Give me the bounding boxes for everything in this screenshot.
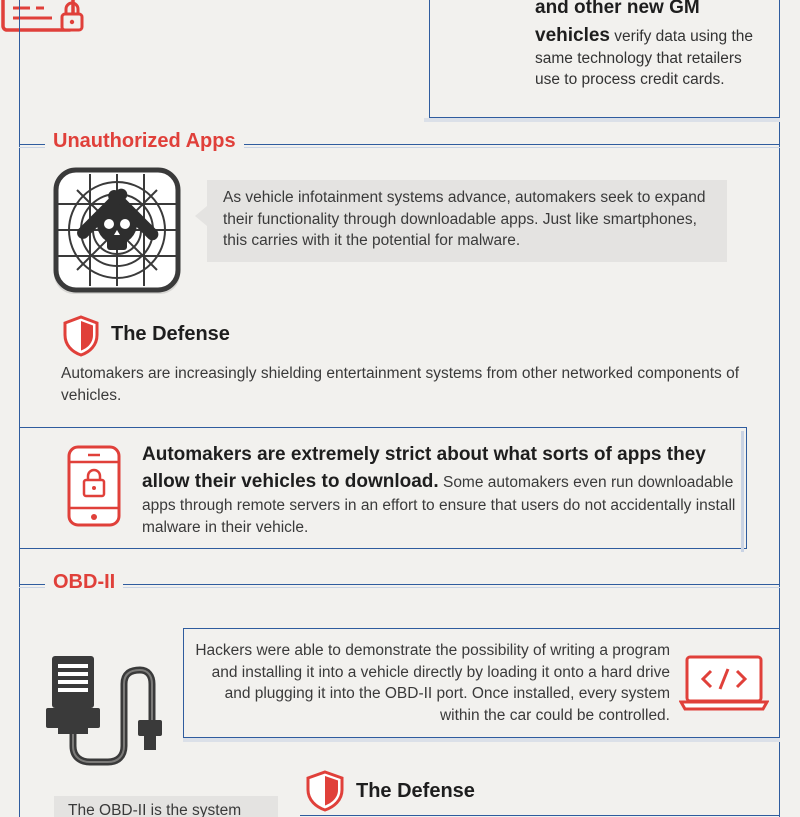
shield-icon-obd bbox=[305, 770, 345, 812]
code-laptop-icon bbox=[679, 654, 769, 712]
obd-info-bubble: The OBD-II is the system bbox=[54, 796, 278, 817]
secure-document-icon bbox=[0, 0, 86, 36]
app-strictness-text bbox=[142, 441, 742, 538]
obd-connector-icon bbox=[44, 654, 162, 766]
top-card-shadow bbox=[424, 118, 780, 122]
unauthorized-apps-title: Unauthorized Apps bbox=[45, 130, 244, 153]
malware-app-icon bbox=[50, 166, 184, 298]
app-strictness-bold: Automakers are extremely strict about what sorts of apps they allow their vehicles to download. bbox=[142, 444, 706, 492]
top-card-text: verify data using the same technology that retailers use to process credit cards. bbox=[535, 28, 754, 88]
top-card-bold-lead: vehicles bbox=[535, 25, 610, 46]
obd-hack-card-shadow bbox=[183, 738, 780, 742]
unauthorized-defense-body: Automakers are increasingly shielding entertainment systems from other networked components of vehicles. bbox=[61, 365, 740, 404]
frame-left-line bbox=[19, 0, 20, 817]
locked-phone-icon bbox=[66, 444, 122, 528]
top-card-headline: and other new GM bbox=[535, 0, 700, 18]
obd-hack-text: Hackers were able to demonstrate the possibility of writing a program and installing it into a vehicle directly by loading it onto a hard drive and plugging it into the OBD-II port. Once installed, every system within the car could be controlled. bbox=[195, 642, 670, 724]
shield-icon bbox=[62, 315, 100, 357]
obd-defense-divider bbox=[300, 815, 780, 816]
obd-defense-title: The Defense bbox=[356, 780, 475, 802]
unauthorized-defense-title: The Defense bbox=[111, 323, 230, 345]
app-strictness-body: Some automakers even run downloadable apps through remote servers in an effort to ensure that users do not accidentally install malware in their vehicle. bbox=[142, 474, 736, 536]
unauthorized-intro-bubble: As vehicle infotainment systems advance, automakers seek to expand their functionality through downloadable apps. Just like smartphones, this carries with it the potential for malware. bbox=[207, 180, 727, 262]
obd-title: OBD-II bbox=[45, 571, 123, 594]
top-card-body bbox=[535, 25, 765, 91]
obd-divider-inner bbox=[19, 587, 780, 588]
obd-divider-top bbox=[19, 584, 780, 585]
